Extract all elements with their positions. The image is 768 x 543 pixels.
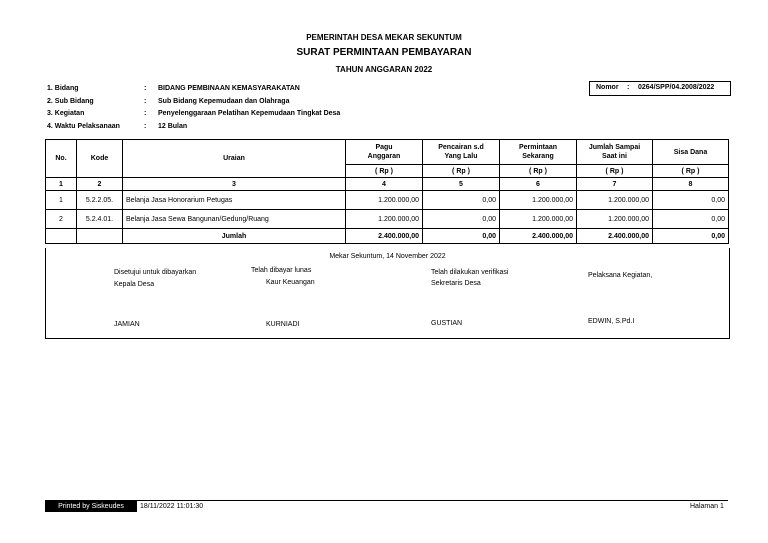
print-timestamp: 18/11/2022 11:01:30 <box>140 503 204 510</box>
kaur-keuangan-title: Kaur Keuangan <box>266 279 315 286</box>
row-sisa: 0,00 <box>653 191 729 210</box>
row-pagu: 1.200.000,00 <box>346 191 423 210</box>
row-permintaan: 1.200.000,00 <box>500 210 577 229</box>
document-title: SURAT PERMINTAAN PEMBAYARAN <box>296 47 472 58</box>
nomor-box <box>589 81 731 96</box>
waktu-label: 4. Waktu Pelaksanaan <box>47 123 120 130</box>
subbidang-value: Sub Bidang Kepemudaan dan Olahraga <box>158 98 290 105</box>
col-number: 5 <box>423 178 500 191</box>
total-label: Jumlah <box>123 229 346 244</box>
table-row <box>46 191 729 210</box>
subbidang-colon: : <box>144 98 147 105</box>
nomor-label: Nomor <box>596 84 619 91</box>
col-number: 6 <box>500 178 577 191</box>
total-pagu: 2.400.000,00 <box>346 229 423 244</box>
nomor-value: 0264/SPP/04.2008/2022 <box>638 84 715 91</box>
col-number: 3 <box>123 178 346 191</box>
row-permintaan: 1.200.000,00 <box>500 191 577 210</box>
row-uraian: Belanja Jasa Sewa Bangunan/Gedung/Ruang <box>123 210 346 229</box>
row-pagu: 1.200.000,00 <box>346 210 423 229</box>
header-pagu-line1: Pagu <box>375 144 393 151</box>
unit-sisa: ( Rp ) <box>653 165 729 178</box>
bidang-label: 1. Bidang <box>47 85 79 92</box>
sekretaris-desa-title: Sekretaris Desa <box>431 280 481 287</box>
column-number-row <box>46 178 729 191</box>
header-no: No. <box>46 140 77 178</box>
kepala-desa-title: Kepala Desa <box>114 281 155 288</box>
subbidang-label: 2. Sub Bidang <box>47 98 94 105</box>
payment-table <box>45 139 729 244</box>
unit-pagu: ( Rp ) <box>346 165 423 178</box>
row-no: 1 <box>46 191 77 210</box>
row-jumlah: 1.200.000,00 <box>577 210 653 229</box>
header-pencairan-line2: Yang Lalu <box>444 153 478 160</box>
kepala-desa-name: JAMIAN <box>114 321 140 328</box>
table-header-row <box>46 140 729 165</box>
footer-line <box>45 500 728 501</box>
paid-caption: Telah dibayar lunas <box>251 267 312 274</box>
header-jumlah-line1: Jumlah Sampai <box>588 144 641 151</box>
total-pencairan: 0,00 <box>423 229 500 244</box>
row-kode: 5.2.4.01. <box>77 210 123 229</box>
col-number: 1 <box>46 178 77 191</box>
header-pencairan <box>423 140 500 165</box>
row-pencairan: 0,00 <box>423 191 500 210</box>
header-permintaan-line2: Sekarang <box>522 153 554 160</box>
header-permintaan <box>500 140 577 165</box>
printed-by-label: Printed by Siskeudes <box>45 501 137 512</box>
col-number: 4 <box>346 178 423 191</box>
row-pencairan: 0,00 <box>423 210 500 229</box>
table-row <box>46 210 729 229</box>
row-uraian: Belanja Jasa Honorarium Petugas <box>123 191 346 210</box>
row-jumlah: 1.200.000,00 <box>577 191 653 210</box>
kegiatan-colon: : <box>144 110 147 117</box>
header-permintaan-line1: Permintaan <box>518 144 558 151</box>
row-sisa: 0,00 <box>653 210 729 229</box>
row-no: 2 <box>46 210 77 229</box>
header-line-1: PEMERINTAH DESA MEKAR SEKUNTUM <box>306 33 462 42</box>
nomor-colon: : <box>627 84 630 91</box>
total-permintaan: 2.400.000,00 <box>500 229 577 244</box>
unit-permintaan: ( Rp ) <box>500 165 577 178</box>
waktu-colon: : <box>144 123 147 130</box>
col-number: 8 <box>653 178 729 191</box>
total-sisa: 0,00 <box>653 229 729 244</box>
header-pagu-line2: Anggaran <box>367 153 401 160</box>
bidang-colon: : <box>144 85 147 92</box>
row-kode: 5.2.2.05. <box>77 191 123 210</box>
total-empty-cell <box>77 229 123 244</box>
total-row <box>46 229 729 244</box>
kegiatan-value: Penyelenggaraan Pelatihan Kepemudaan Tingkat Desa <box>158 110 341 117</box>
signature-section <box>45 248 730 339</box>
header-pencairan-line1: Pencairan s.d <box>438 144 484 151</box>
pelaksana-kegiatan-title: Pelaksana Kegiatan, <box>588 272 653 279</box>
bidang-value: BIDANG PEMBINAAN KEMASYARAKATAN <box>158 85 300 92</box>
kaur-keuangan-name: KURNIADI <box>266 321 300 328</box>
header-uraian: Uraian <box>123 140 346 178</box>
unit-pencairan: ( Rp ) <box>423 165 500 178</box>
total-empty-cell <box>46 229 77 244</box>
waktu-value: 12 Bulan <box>158 123 188 130</box>
total-jumlah: 2.400.000,00 <box>577 229 653 244</box>
kegiatan-label: 3. Kegiatan <box>47 110 85 117</box>
unit-jumlah: ( Rp ) <box>577 165 653 178</box>
header-sisa: Sisa Dana <box>653 140 729 165</box>
place-date: Mekar Sekuntum, 14 November 2022 <box>329 253 446 260</box>
verification-caption: Telah dilakukan verifikasi <box>431 269 509 276</box>
header-jumlah-line2: Saat ini <box>602 153 627 160</box>
sekretaris-desa-name: GUSTIAN <box>431 320 463 327</box>
header-jumlah <box>577 140 653 165</box>
fiscal-year: TAHUN ANGGARAN 2022 <box>335 65 433 74</box>
page-number: Halaman 1 <box>690 503 724 510</box>
col-number: 2 <box>77 178 123 191</box>
pelaksana-kegiatan-name: EDWIN, S.Pd.I <box>588 318 635 325</box>
header-pagu <box>346 140 423 165</box>
approval-caption: Disetujui untuk dibayarkan <box>114 269 197 276</box>
col-number: 7 <box>577 178 653 191</box>
header-kode: Kode <box>77 140 123 178</box>
